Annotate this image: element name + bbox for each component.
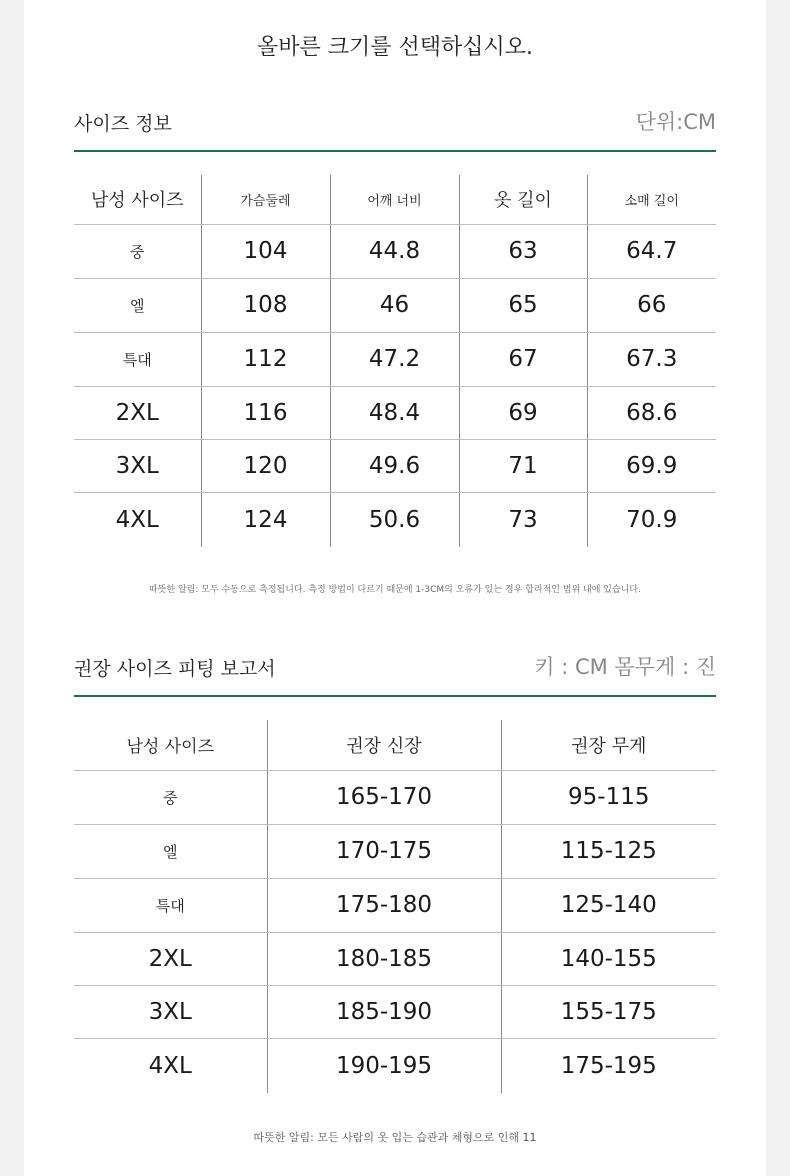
column-header: 남성 사이즈 <box>74 720 267 770</box>
size-guide-sheet <box>24 0 766 1176</box>
table-cell: 69 <box>459 386 587 439</box>
table-cell: 124 <box>201 492 330 547</box>
table-cell: 155-175 <box>501 985 716 1038</box>
table-row <box>74 386 716 439</box>
table-cell: 44.8 <box>330 224 459 278</box>
table-cell: 70.9 <box>587 492 716 547</box>
column-header: 남성 사이즈 <box>74 175 201 224</box>
table-header-row <box>74 720 716 770</box>
table-cell: 185-190 <box>267 985 501 1038</box>
size-label: 3XL <box>74 439 201 492</box>
table-cell: 115-125 <box>501 824 716 878</box>
table-row <box>74 439 716 492</box>
table-cell: 125-140 <box>501 878 716 932</box>
table-cell: 190-195 <box>267 1038 501 1093</box>
table-row <box>74 985 716 1038</box>
table-cell: 50.6 <box>330 492 459 547</box>
fit-note: 따뜻한 알림: 모든 사람의 옷 입는 습관과 체형으로 인해 11 <box>253 1131 537 1144</box>
table-cell: 68.6 <box>587 386 716 439</box>
measurement-note: 따뜻한 알림: 모두 수동으로 측정됩니다. 측정 방법이 다르기 때문에 1-3CM의 오류가 있는 경우 합리적인 범위 내에 있습니다. <box>149 585 641 595</box>
table-cell: 120 <box>201 439 330 492</box>
size-label: 3XL <box>74 985 267 1038</box>
fit-report-table <box>74 720 716 1093</box>
table-cell: 46 <box>330 278 459 332</box>
table-cell: 104 <box>201 224 330 278</box>
size-label: 엘 <box>74 278 201 332</box>
size-label: 4XL <box>115 506 159 533</box>
fit-report-title: 권장 사이즈 피팅 보고서 <box>74 658 276 680</box>
table-row <box>74 332 716 386</box>
table-cell: 67.3 <box>587 332 716 386</box>
size-label: 2XL <box>74 932 267 985</box>
table-cell: 64.7 <box>587 224 716 278</box>
column-header: 어깨 너비 <box>330 175 459 224</box>
table-cell: 47.2 <box>330 332 459 386</box>
column-header: 가슴둘레 <box>201 175 330 224</box>
column-header: 권장 무게 <box>501 720 716 770</box>
table-row <box>74 770 716 824</box>
size-label: 특대 <box>74 332 201 386</box>
table-cell: 65 <box>459 278 587 332</box>
size-label: 특대 <box>74 878 267 932</box>
table-cell: 67 <box>459 332 587 386</box>
table-row <box>74 224 716 278</box>
table-row <box>74 278 716 332</box>
table-cell: 66 <box>587 278 716 332</box>
column-header: 소매 길이 <box>587 175 716 224</box>
table-cell: 180-185 <box>267 932 501 985</box>
table-cell: 116 <box>201 386 330 439</box>
table-cell: 175-195 <box>501 1038 716 1093</box>
table-row <box>74 492 716 547</box>
table-cell: 49.6 <box>330 439 459 492</box>
table-cell: 95-115 <box>501 770 716 824</box>
size-info-table <box>74 175 716 547</box>
table-cell: 71 <box>459 439 587 492</box>
table-cell: 48.4 <box>330 386 459 439</box>
page-title: 올바른 크기를 선택하십시오. <box>256 35 533 60</box>
size-info-title: 사이즈 정보 <box>74 113 172 135</box>
fit-report-header <box>74 655 716 697</box>
table-row <box>74 1038 716 1093</box>
size-label: 중 <box>74 224 201 278</box>
table-cell: 108 <box>201 278 330 332</box>
size-label: 4XL <box>148 1052 192 1079</box>
table-cell: 170-175 <box>267 824 501 878</box>
size-label: 중 <box>74 770 267 824</box>
column-header: 옷 길이 <box>459 175 587 224</box>
table-cell: 63 <box>459 224 587 278</box>
table-row <box>74 824 716 878</box>
table-row <box>74 932 716 985</box>
table-header-row <box>74 175 716 224</box>
table-cell: 73 <box>459 492 587 547</box>
size-label: 엘 <box>74 824 267 878</box>
size-info-header <box>74 110 716 152</box>
column-header: 권장 신장 <box>267 720 501 770</box>
table-cell: 175-180 <box>267 878 501 932</box>
size-label: 2XL <box>74 386 201 439</box>
table-cell: 140-155 <box>501 932 716 985</box>
table-cell: 165-170 <box>267 770 501 824</box>
size-info-unit: 단위:CM <box>635 110 716 134</box>
fit-report-unit: 키 : CM 몸무게 : 진 <box>534 655 716 679</box>
table-cell: 112 <box>201 332 330 386</box>
table-row <box>74 878 716 932</box>
table-cell: 69.9 <box>587 439 716 492</box>
